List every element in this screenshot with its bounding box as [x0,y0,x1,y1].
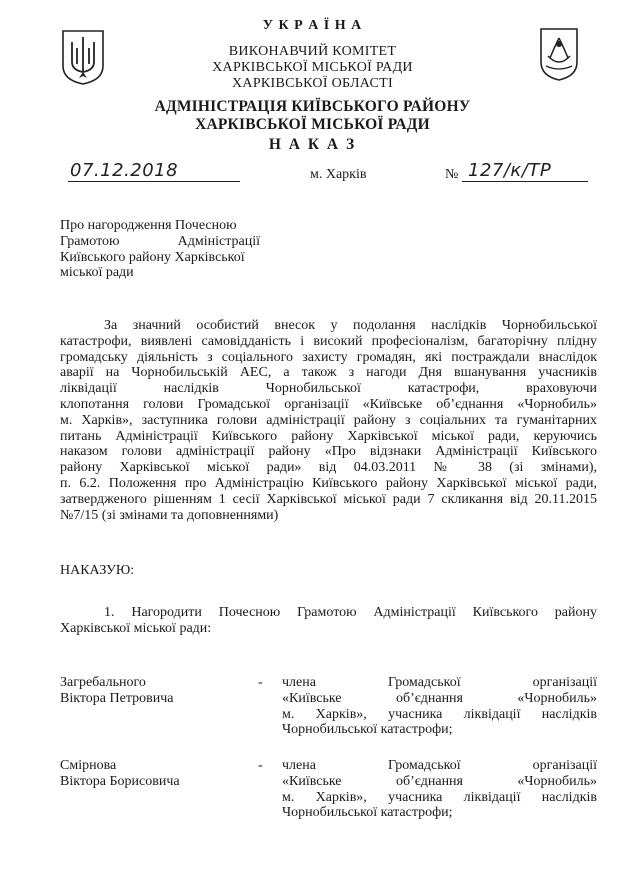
document-date: 07.12.2018 [70,160,179,181]
header-region: ХАРКІВСЬКОЇ ОБЛАСТІ [232,76,393,91]
order-preamble: За значний особистий внесок у подолання наслідків Чорнобильської катастрофи, виявлені самовідданість і високий професіоналізм, багаторічну плідну громадську діяльність з соціального захисту громадян, які постраждали внаслідок аварії на Чорнобильській АЕС, а також з нагоди Дня вшанування учасників ліквідації наслідків Чорнобильської катастрофи, враховуючи клопотання голови Громадської організації «Київське об’єднання «Чорнобиль» м. Харків», заступника голови адміністрації району з соціальних та гуманітарних питань Адміністрації Київського району Харківської міської ради, керуючись наказом голови адміністрації району «Про відзнаки Адміністрації Київського району Харківської міської ради» від 04.03.2011 № 38 (зі змінами), п. 6.2. Положення про Адміністрацію Київського району Харківської міської ради, затвердженого рішенням 1 сесії Харківської міської ради 7 скликання від 20.11.2015 №7/15 (зі змінами та доповненнями) [60,318,597,523]
number-label: № [445,167,459,182]
header-administration-line2: ХАРКІВСЬКОЇ МІСЬКОЇ РАДИ [195,116,430,133]
header-council: ХАРКІВСЬКОЇ МІСЬКОЇ РАДИ [212,60,413,75]
document-type: Н А К А З [268,136,357,153]
date-underline [68,181,240,182]
awardee-name: Віктора Петровича [60,690,174,706]
order-item-1: 1. Нагородити Почесною Грамотою Адміністрації Київського району Харківської міської ради: [60,605,597,636]
awardee-description: члена Громадської організації «Київське об’єднання «Чорнобиль» м. Харків», учасника ліквідації наслідків Чорнобильської катастрофи; [282,758,597,821]
awardee-name: Віктора Борисовича [60,773,180,789]
document-city: м. Харків [310,167,367,182]
awardee-surname: Смірнова [60,758,117,773]
header-administration-line1: АДМІНІСТРАЦІЯ КИЇВСЬКОГО РАЙОНУ [154,98,471,115]
order-directive: НАКАЗУЮ: [60,563,135,578]
order-subject: Про нагородження Почесною Грамотою Адміністрації Київського району Харківської міської ради [60,218,260,281]
document-number: 127/к/ТР [468,160,552,181]
awardee-dash: - [258,758,263,773]
awardee-surname: Загребального [60,675,146,690]
awardee-dash: - [258,675,263,690]
awardee-description: члена Громадської організації «Київське об’єднання «Чорнобиль» м. Харків», учасника ліквідації наслідків Чорнобильської катастрофи; [282,675,597,738]
number-underline [462,181,588,182]
header-committee: ВИКОНАВЧИЙ КОМІТЕТ [228,44,397,59]
header-country: У К Р А Ї Н А [262,18,363,33]
